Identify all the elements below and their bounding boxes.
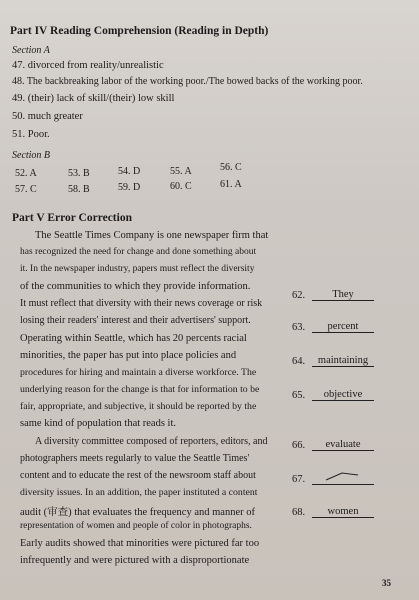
- text-line-8: minorities, the paper has put into place policies and: [20, 350, 237, 361]
- grid-55: 55. A: [170, 166, 192, 177]
- answer-value-68: women: [312, 506, 374, 518]
- text-line-14: photographers meets regularly to value the Seattle Times': [20, 453, 250, 464]
- text-line-5: It must reflect that diversity with their news coverage or risk: [20, 298, 263, 309]
- text-line-7: Operating within Seattle, which has 20 percents racial: [20, 333, 247, 344]
- answer-value-65: objective: [312, 389, 374, 401]
- grid-52: 52. A: [15, 168, 37, 179]
- answer-blank-67: [312, 474, 374, 485]
- answer-num-64: 64.: [292, 356, 306, 367]
- text-line-1: The Seattle Times Company is one newspaper firm that: [35, 230, 269, 241]
- grid-57: 57. C: [15, 184, 37, 195]
- answer-49: 49. (their) lack of skill/(their) low skill: [12, 93, 175, 104]
- grid-53: 53. B: [68, 168, 90, 179]
- text-line-18: representation of women and people of color in photographs.: [20, 521, 252, 531]
- section-a-label: Section A: [12, 45, 50, 56]
- text-line-17: audit (审查) that evaluates the frequency and manner of: [20, 507, 255, 518]
- text-line-2: has recognized the need for change and done something about: [20, 247, 257, 257]
- text-line-6: losing their readers' interest and their advertisers' support.: [20, 315, 251, 326]
- text-line-3: it. In the newspaper industry, papers must reflect the diversity: [20, 264, 255, 274]
- part4-title: Part IV Reading Comprehension (Reading in Depth): [10, 25, 269, 37]
- answer-value-63: percent: [312, 321, 374, 333]
- grid-56: 56. C: [220, 162, 242, 173]
- text-line-10: underlying reason for the change is that for information to be: [20, 384, 260, 395]
- answer-48: 48. The backbreaking labor of the working poor./The bowed backs of the working poor.: [12, 76, 363, 87]
- page-number: 35: [382, 578, 391, 588]
- section-b-label: Section B: [12, 150, 51, 161]
- grid-60: 60. C: [170, 181, 192, 192]
- grid-61: 61. A: [220, 179, 242, 190]
- text-line-20: infrequently and were pictured with a disproportionate: [20, 555, 250, 566]
- answer-num-68: 68.: [292, 507, 306, 518]
- grid-54: 54. D: [118, 166, 141, 177]
- text-line-11: fair, appropriate, and subjective, it should be reported by the: [20, 401, 257, 412]
- answer-51: 51. Poor.: [12, 129, 50, 140]
- text-line-15: content and to educate the rest of the newsroom staff about: [20, 470, 256, 481]
- answer-num-62: 62.: [292, 290, 306, 301]
- text-line-19: Early audits showed that minorities were pictured far too: [20, 538, 260, 549]
- answer-value-62: They: [312, 289, 374, 301]
- answer-num-67: 67.: [292, 474, 306, 485]
- answer-num-63: 63.: [292, 322, 306, 333]
- answer-47: 47. divorced from reality/unrealistic: [12, 60, 164, 71]
- answer-num-65: 65.: [292, 390, 306, 401]
- answer-value-66: evaluate: [312, 439, 374, 451]
- text-line-16: diversity issues. In an addition, the paper instituted a content: [20, 487, 258, 498]
- answer-50: 50. much greater: [12, 111, 83, 122]
- grid-59: 59. D: [118, 182, 141, 193]
- text-line-13: A diversity committee composed of reporters, editors, and: [35, 436, 268, 447]
- text-line-12: same kind of population that reads it.: [20, 418, 177, 429]
- answer-value-64: maintaining: [312, 355, 374, 367]
- part5-title: Part V Error Correction: [12, 212, 132, 224]
- answer-num-66: 66.: [292, 440, 306, 451]
- caret-mark-icon: [312, 470, 374, 482]
- text-line-4: of the communities to which they provide information.: [20, 281, 251, 292]
- text-line-9: procedures for hiring and maintain a diverse workforce. The: [20, 367, 257, 378]
- grid-58: 58. B: [68, 184, 90, 195]
